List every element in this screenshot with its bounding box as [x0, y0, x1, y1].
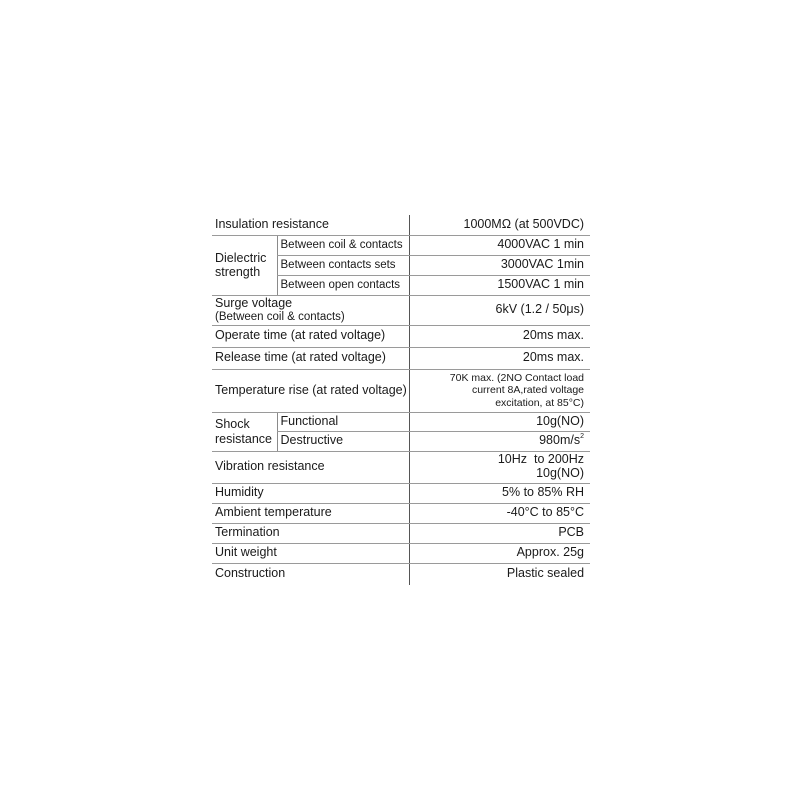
spec-sublabel: Between coil & contacts	[277, 235, 409, 255]
table-row	[212, 563, 590, 585]
spec-value	[409, 431, 590, 451]
spec-value	[409, 369, 590, 412]
spec-value: 1000MΩ (at 500VDC)	[409, 215, 590, 235]
spec-label: Operate time (at rated voltage)	[212, 325, 409, 347]
table-row	[212, 503, 590, 523]
table-row	[212, 483, 590, 503]
spec-value-line: excitation, at 85°C)	[495, 396, 585, 409]
spec-sublabel: Destructive	[277, 431, 409, 451]
spec-label: Construction	[215, 566, 286, 581]
table-row	[212, 451, 590, 483]
spec-label	[212, 295, 409, 325]
spec-label: Vibration resistance	[212, 451, 409, 483]
spec-label: Insulation resistance	[212, 215, 409, 235]
spec-value: 1500VAC 1 min	[409, 275, 590, 295]
specifications-table	[212, 215, 590, 585]
table-row	[212, 235, 590, 255]
spec-label: Shock resistance	[212, 412, 277, 451]
spec-value-line: current 8A,rated voltage	[471, 384, 585, 397]
superscript: 2	[580, 433, 585, 441]
spec-value: PCB	[409, 523, 590, 543]
spec-label: Termination	[212, 523, 409, 543]
spec-value: 4000VAC 1 min	[409, 235, 590, 255]
spec-label-line: (Between coil & contacts)	[215, 310, 345, 323]
table-row	[212, 369, 590, 412]
spec-label: Unit weight	[212, 543, 409, 563]
spec-value: Plastic sealed	[409, 563, 590, 585]
spec-label-line: Surge voltage	[215, 295, 293, 310]
spec-value: 20ms max.	[409, 325, 590, 347]
spec-value-line: 10Hz to 200Hz	[497, 452, 585, 467]
spec-label: Humidity	[212, 483, 409, 503]
table-row	[212, 215, 590, 235]
spec-label: Release time (at rated voltage)	[212, 347, 409, 369]
spec-sublabel: Functional	[277, 412, 409, 431]
table-row	[212, 295, 590, 325]
spec-value: 10g(NO)	[409, 412, 590, 431]
spec-sublabel: Between open contacts	[277, 275, 409, 295]
spec-value-line: 10g(NO)	[536, 466, 585, 480]
table-row	[212, 347, 590, 369]
spec-value	[409, 451, 590, 483]
spec-value: -40°C to 85°C	[409, 503, 590, 523]
spec-label: Dielectric strength	[212, 235, 277, 295]
spec-value-line: 70K max. (2NO Contact load	[449, 372, 585, 385]
spec-value: 6kV (1.2 / 50μs)	[409, 295, 590, 325]
table-row	[212, 543, 590, 563]
spec-value: Approx. 25g	[409, 543, 590, 563]
table-row	[212, 325, 590, 347]
spec-sublabel: Between contacts sets	[277, 255, 409, 275]
spec-label: Temperature rise (at rated voltage)	[212, 369, 409, 412]
spec-value: 20ms max.	[409, 347, 590, 369]
table-row	[212, 523, 590, 543]
table-row	[212, 412, 590, 431]
spec-value: 5% to 85% RH	[409, 483, 590, 503]
spec-label: Ambient temperature	[212, 503, 409, 523]
spec-value: 3000VAC 1min	[409, 255, 590, 275]
spec-value-text: 980m/s	[539, 433, 581, 448]
